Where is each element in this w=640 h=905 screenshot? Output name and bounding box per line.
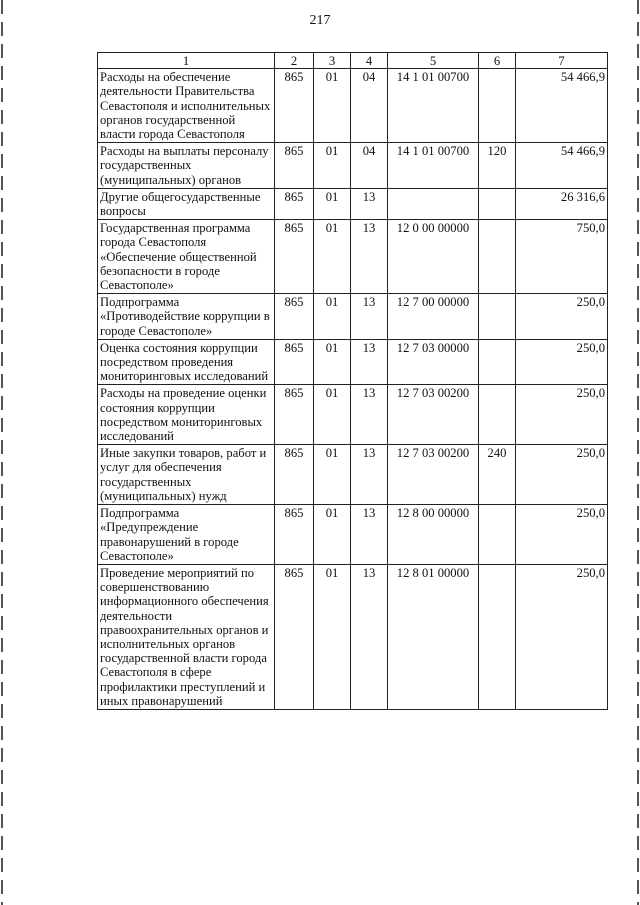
cell-name: Расходы на выплаты персоналу государственных (муниципальных) органов bbox=[98, 143, 275, 189]
cell-target-code: 14 1 01 00700 bbox=[388, 69, 479, 143]
cell-expense-type bbox=[479, 505, 516, 565]
cell-section: 01 bbox=[314, 69, 351, 143]
cell-name: Расходы на проведение оценки состояния коррупции посредством мониторинговых исследований bbox=[98, 385, 275, 445]
table-row bbox=[98, 69, 608, 143]
header-col-4: 4 bbox=[351, 53, 388, 69]
cell-amount: 250,0 bbox=[516, 445, 608, 505]
cell-name: Государственная программа города Севастополя «Обеспечение общественной безопасности в городе Севастополе» bbox=[98, 220, 275, 294]
cell-code: 865 bbox=[275, 564, 314, 709]
page-number: 217 bbox=[309, 13, 331, 28]
budget-table bbox=[97, 52, 608, 710]
cell-subsection: 13 bbox=[351, 385, 388, 445]
cell-subsection: 13 bbox=[351, 220, 388, 294]
cell-expense-type bbox=[479, 339, 516, 385]
cell-subsection: 13 bbox=[351, 445, 388, 505]
cell-section: 01 bbox=[314, 445, 351, 505]
cell-amount: 250,0 bbox=[516, 294, 608, 340]
header-col-1: 1 bbox=[98, 53, 275, 69]
cell-name: Другие общегосударственные вопросы bbox=[98, 188, 275, 219]
cell-amount: 250,0 bbox=[516, 385, 608, 445]
cell-amount: 250,0 bbox=[516, 564, 608, 709]
cell-target-code: 14 1 01 00700 bbox=[388, 143, 479, 189]
cell-subsection: 13 bbox=[351, 294, 388, 340]
table-row bbox=[98, 188, 608, 219]
cell-name: Расходы на обеспечение деятельности Правительства Севастополя и исполнительных органов государственной власти города Севастополя bbox=[98, 69, 275, 143]
cell-name: Иные закупки товаров, работ и услуг для обеспечения государственных (муниципальных) нужд bbox=[98, 445, 275, 505]
cell-subsection: 04 bbox=[351, 143, 388, 189]
cell-subsection: 13 bbox=[351, 188, 388, 219]
cell-section: 01 bbox=[314, 339, 351, 385]
table-row bbox=[98, 564, 608, 709]
cell-expense-type bbox=[479, 564, 516, 709]
table-row bbox=[98, 445, 608, 505]
cell-target-code: 12 8 00 00000 bbox=[388, 505, 479, 565]
cell-subsection: 13 bbox=[351, 564, 388, 709]
cell-expense-type: 120 bbox=[479, 143, 516, 189]
cell-target-code: 12 7 03 00000 bbox=[388, 339, 479, 385]
header-col-3: 3 bbox=[314, 53, 351, 69]
cell-amount: 54 466,9 bbox=[516, 143, 608, 189]
cell-section: 01 bbox=[314, 564, 351, 709]
cell-amount: 250,0 bbox=[516, 339, 608, 385]
cell-amount: 250,0 bbox=[516, 505, 608, 565]
cell-expense-type bbox=[479, 188, 516, 219]
cell-expense-type bbox=[479, 69, 516, 143]
table-row bbox=[98, 385, 608, 445]
table-row bbox=[98, 220, 608, 294]
cell-section: 01 bbox=[314, 220, 351, 294]
cell-subsection: 13 bbox=[351, 339, 388, 385]
cell-expense-type: 240 bbox=[479, 445, 516, 505]
cell-code: 865 bbox=[275, 294, 314, 340]
cell-name: Проведение мероприятий по совершенствованию информационного обеспечения деятельности правоохранительных органов и исполнительных органов государственной власти города Севастополя в сфере профилактики преступлений и иных правонарушений bbox=[98, 564, 275, 709]
cell-expense-type bbox=[479, 220, 516, 294]
cell-code: 865 bbox=[275, 339, 314, 385]
table-row bbox=[98, 143, 608, 189]
cell-code: 865 bbox=[275, 69, 314, 143]
cell-code: 865 bbox=[275, 385, 314, 445]
cell-code: 865 bbox=[275, 220, 314, 294]
cell-name: Оценка состояния коррупции посредством проведения мониторинговых исследований bbox=[98, 339, 275, 385]
header-col-7: 7 bbox=[516, 53, 608, 69]
header-col-6: 6 bbox=[479, 53, 516, 69]
cell-code: 865 bbox=[275, 143, 314, 189]
cell-section: 01 bbox=[314, 188, 351, 219]
cell-subsection: 04 bbox=[351, 69, 388, 143]
page-edge-left bbox=[1, 0, 3, 905]
table-row bbox=[98, 505, 608, 565]
cell-section: 01 bbox=[314, 143, 351, 189]
cell-name: Подпрограмма «Предупреждение правонарушений в городе Севастополе» bbox=[98, 505, 275, 565]
cell-target-code: 12 8 01 00000 bbox=[388, 564, 479, 709]
cell-target-code: 12 0 00 00000 bbox=[388, 220, 479, 294]
cell-section: 01 bbox=[314, 385, 351, 445]
cell-section: 01 bbox=[314, 505, 351, 565]
table-row bbox=[98, 339, 608, 385]
cell-target-code: 12 7 03 00200 bbox=[388, 445, 479, 505]
table-row bbox=[98, 294, 608, 340]
cell-target-code bbox=[388, 188, 479, 219]
cell-section: 01 bbox=[314, 294, 351, 340]
cell-target-code: 12 7 00 00000 bbox=[388, 294, 479, 340]
cell-code: 865 bbox=[275, 188, 314, 219]
cell-name: Подпрограмма «Противодействие коррупции в городе Севастополе» bbox=[98, 294, 275, 340]
page-edge-right bbox=[637, 0, 639, 905]
cell-amount: 26 316,6 bbox=[516, 188, 608, 219]
header-col-2: 2 bbox=[275, 53, 314, 69]
header-col-5: 5 bbox=[388, 53, 479, 69]
cell-expense-type bbox=[479, 385, 516, 445]
cell-code: 865 bbox=[275, 445, 314, 505]
cell-amount: 750,0 bbox=[516, 220, 608, 294]
cell-expense-type bbox=[479, 294, 516, 340]
cell-amount: 54 466,9 bbox=[516, 69, 608, 143]
cell-code: 865 bbox=[275, 505, 314, 565]
cell-subsection: 13 bbox=[351, 505, 388, 565]
table-header-row bbox=[98, 53, 608, 69]
cell-target-code: 12 7 03 00200 bbox=[388, 385, 479, 445]
